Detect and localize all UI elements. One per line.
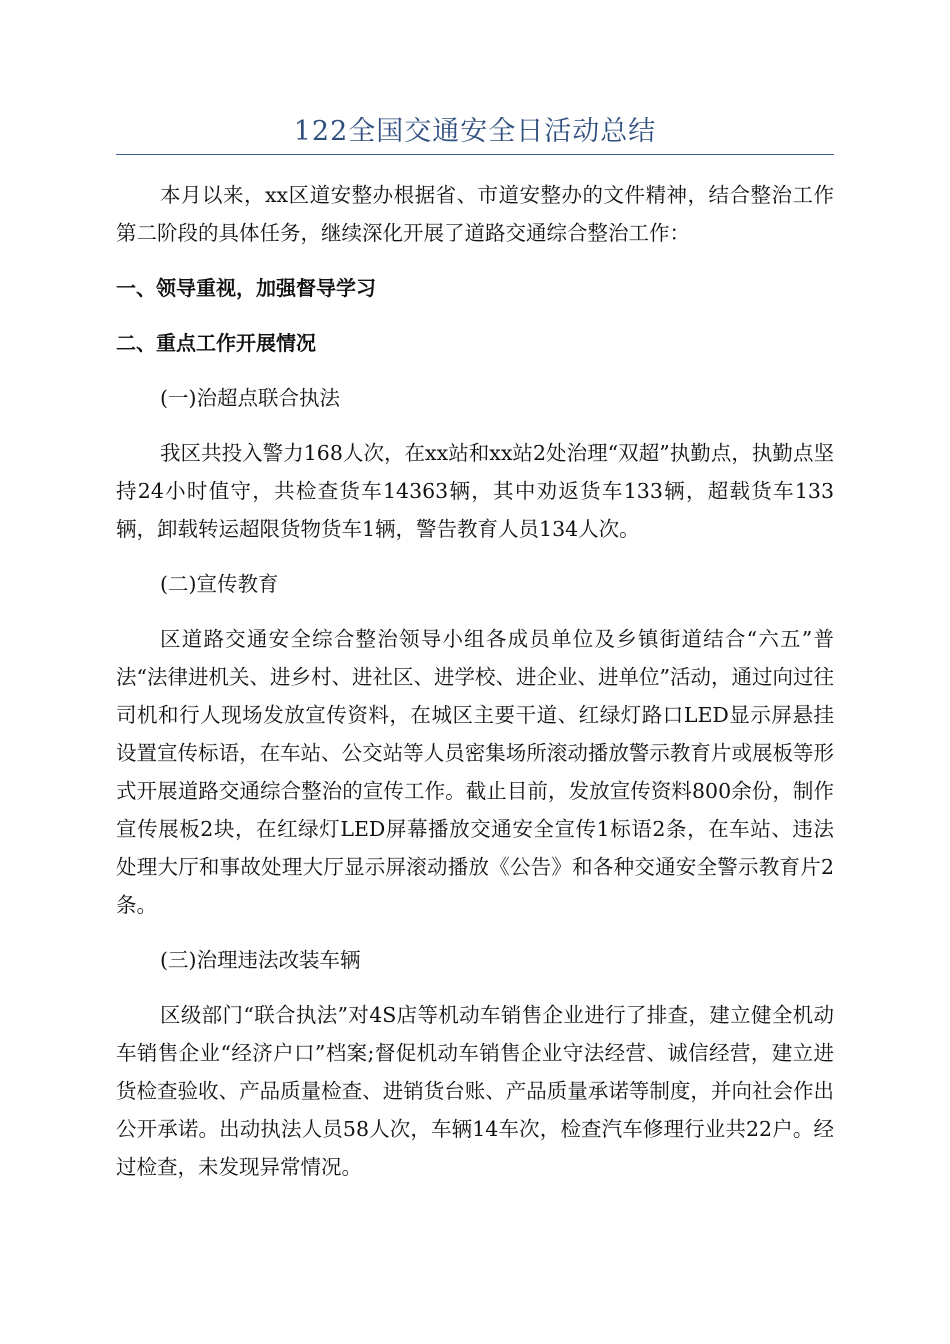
subsection-heading-3: (三)治理违法改装车辆 — [160, 948, 361, 972]
subsection-heading-2: (二)宣传教育 — [160, 572, 279, 596]
document-body — [116, 176, 834, 1203]
section-heading-2: 二、重点工作开展情况 — [116, 331, 316, 355]
subsection-heading-1: (一)治超点联合执法 — [160, 386, 340, 410]
intro-paragraph: 本月以来，xx区道安整办根据省、市道安整办的文件精神，结合整治工作第二阶段的具体任务，继续深化开展了道路交通综合整治工作： — [116, 183, 834, 245]
subsection-2-paragraph: 区道路交通安全综合整治领导小组各成员单位及乡镇街道结合“六五”普法“法律进机关、进乡村、进社区、进学校、进企业、进单位”活动，通过向过往司机和行人现场发放宣传资料，在城区主要干道、红绿灯路口LED显示屏悬挂设置宣传标语，在车站、公交站等人员密集场所滚动播放警示教育片或展板等形式开展道路交通综合整治的宣传工作。截止目前，发放宣传资料800余份，制作宣传展板2块，在红绿灯LED屏幕播放交通安全宣传1标语2条，在车站、违法处理大厅和事故处理大厅显示屏滚动播放《公告》和各种交通安全警示教育片2条。 — [116, 627, 834, 917]
document-title: 122全国交通安全日活动总结 — [293, 116, 657, 147]
section-heading-1: 一、领导重视，加强督导学习 — [116, 276, 376, 300]
subsection-3-paragraph: 区级部门“联合执法”对4S店等机动车销售企业进行了排查，建立健全机动车销售企业“经济户口”档案;督促机动车销售企业守法经营、诚信经营，建立进货检查验收、产品质量检查、进销货台账、产品质量承诺等制度，并向社会作出公开承诺。出动执法人员58人次，车辆14车次，检查汽车修理行业共22户。经过检查，未发现异常情况。 — [116, 1003, 834, 1179]
title-underline — [116, 154, 834, 155]
subsection-1-paragraph: 我区共投入警力168人次，在xx站和xx站2处治理“双超”执勤点，执勤点坚持24小时值守，共检查货车14363辆，其中劝返货车133辆，超载货车133辆，卸载转运超限货物货车1辆，警告教育人员134人次。 — [116, 441, 834, 541]
